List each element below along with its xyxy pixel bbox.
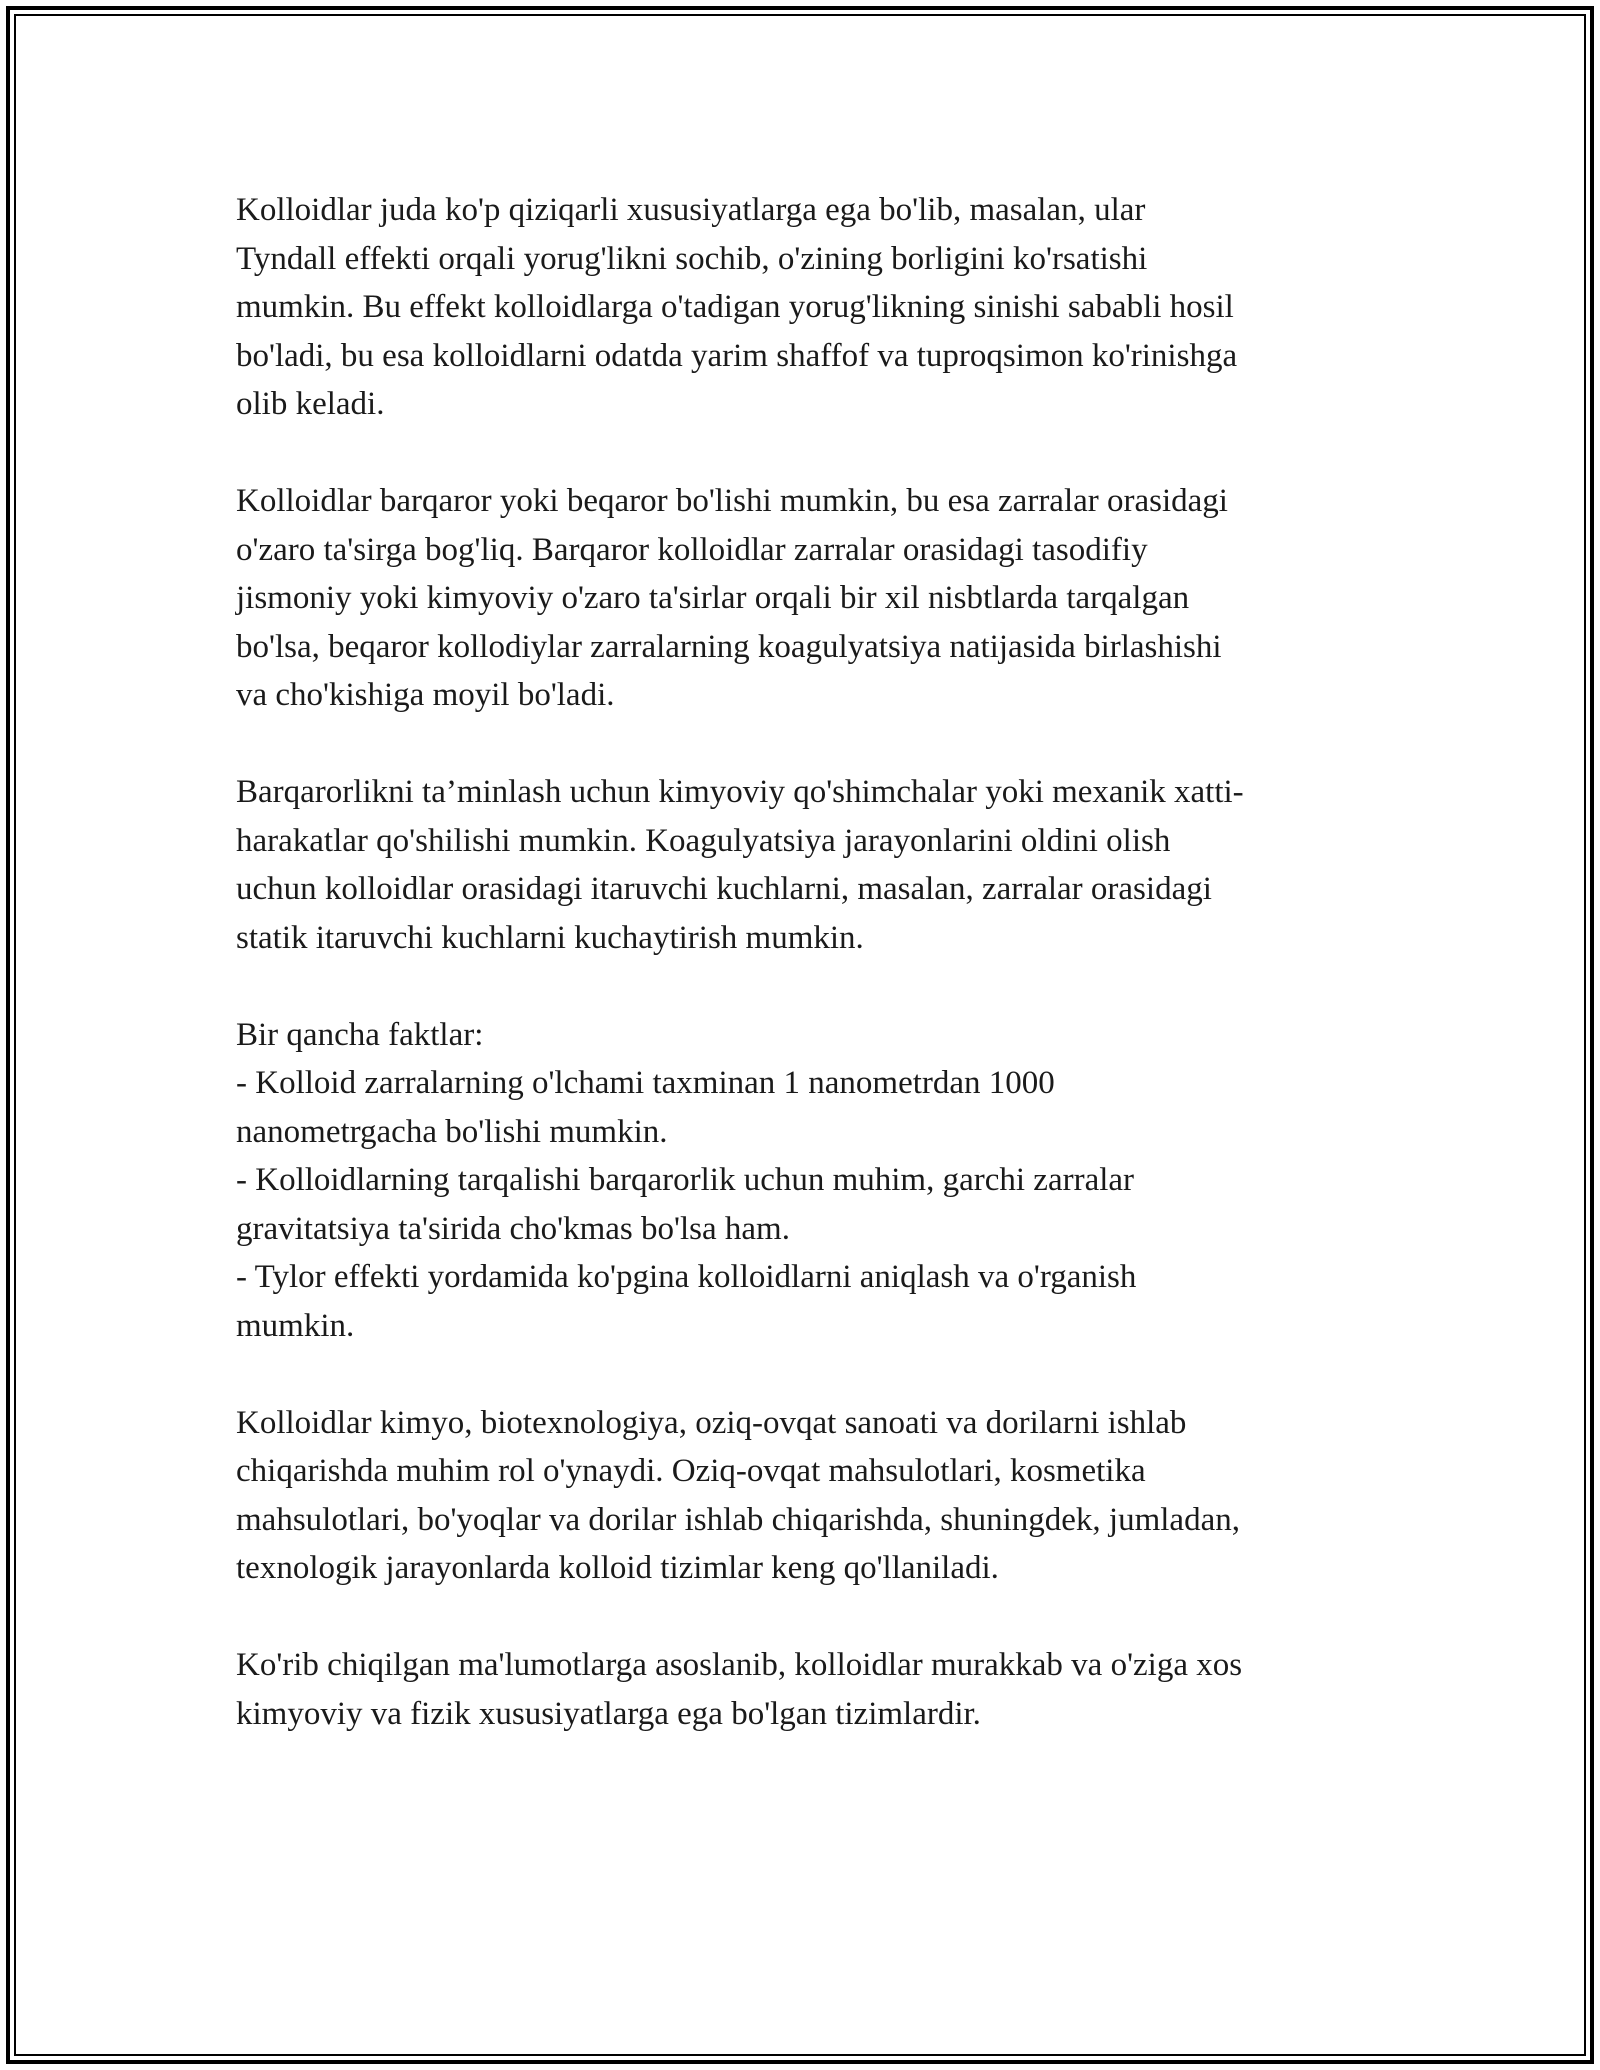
text-line: jismoniy yoki kimyoviy o'zaro ta'sirlar orqali bir xil nisbtlarda tarqalgan: [236, 580, 1190, 616]
text-line: statik itaruvchi kuchlarni kuchaytirish mumkin.: [236, 919, 864, 956]
facts-heading: Bir qancha faktlar:: [236, 1016, 484, 1053]
text-line: harakatlar qo'shilishi mumkin. Koagulyatsiya jarayonlarini oldini olish: [236, 822, 1171, 859]
text-line: mumkin. Bu effekt kolloidlarga o'tadigan yorug'likning sinishi sababli hosil: [236, 289, 1234, 325]
text-line: kimyoviy va fizik xususiyatlarga ega bo'lgan tizimlardir.: [236, 1695, 981, 1732]
paragraph-applications: [236, 1399, 1366, 1593]
paragraph-tyndall-effect: [236, 186, 1366, 429]
fact-line: - Tylor effekti yordamida ko'pgina kolloidlarni aniqlash va o'rganish: [236, 1259, 1137, 1295]
text-line: Barqarorlikni ta’minlash uchun kimyoviy qo'shimchalar yoki mexanik xatti-: [236, 774, 1244, 810]
text-line: olib keladi.: [236, 386, 385, 422]
text-line: uchun kolloidlar orasidagi itaruvchi kuchlarni, masalan, zarralar orasidagi: [236, 871, 1212, 907]
text-line: va cho'kishiga moyil bo'ladi.: [236, 677, 615, 713]
paragraph-conclusion: [236, 1641, 1366, 1738]
fact-line: gravitatsiya ta'sirida cho'kmas bo'lsa ham.: [236, 1210, 790, 1247]
text-line: Kolloidlar juda ko'p qiziqarli xususiyatlarga ega bo'lib, masalan, ular: [236, 192, 1146, 228]
fact-line: mumkin.: [236, 1307, 355, 1344]
fact-line: nanometrgacha bo'lishi mumkin.: [236, 1113, 668, 1150]
text-line: mahsulotlari, bo'yoqlar va dorilar ishlab chiqarishda, shuningdek, jumladan,: [236, 1501, 1240, 1538]
text-line: Ko'rib chiqilgan ma'lumotlarga asoslanib, kolloidlar murakkab va o'ziga xos: [236, 1647, 1243, 1683]
text-line: Kolloidlar barqaror yoki beqaror bo'lishi mumkin, bu esa zarralar orasidagi: [236, 483, 1228, 519]
document-body: [236, 186, 1366, 1787]
text-line: Kolloidlar kimyo, biotexnologiya, oziq-ovqat sanoati va dorilarni ishlab: [236, 1404, 1187, 1441]
fact-line: - Kolloid zarralarning o'lchami taxminan 1 nanometrdan 1000: [236, 1065, 1055, 1101]
text-line: Tyndall effekti orqali yorug'likni sochib, o'zining borligini ko'rsatishi: [236, 240, 1148, 277]
paragraph-stabilization: [236, 768, 1366, 962]
text-line: chiqarishda muhim rol o'ynaydi. Oziq-ovqat mahsulotlari, kosmetika: [236, 1453, 1146, 1489]
text-line: texnologik jarayonlarda kolloid tizimlar keng qo'llaniladi.: [236, 1550, 999, 1586]
text-line: o'zaro ta'sirga bog'liq. Barqaror kolloidlar zarralar orasidagi tasodifiy: [236, 531, 1148, 568]
paragraph-stability: [236, 477, 1366, 720]
fact-line: - Kolloidlarning tarqalishi barqarorlik uchun muhim, garchi zarralar: [236, 1162, 1135, 1198]
paragraph-facts: [236, 1011, 1366, 1351]
text-line: bo'ladi, bu esa kolloidlarni odatda yarim shaffof va tuproqsimon ko'rinishga: [236, 337, 1238, 374]
text-line: bo'lsa, beqaror kollodiylar zarralarning koagulyatsiya natijasida birlashishi: [236, 628, 1222, 665]
